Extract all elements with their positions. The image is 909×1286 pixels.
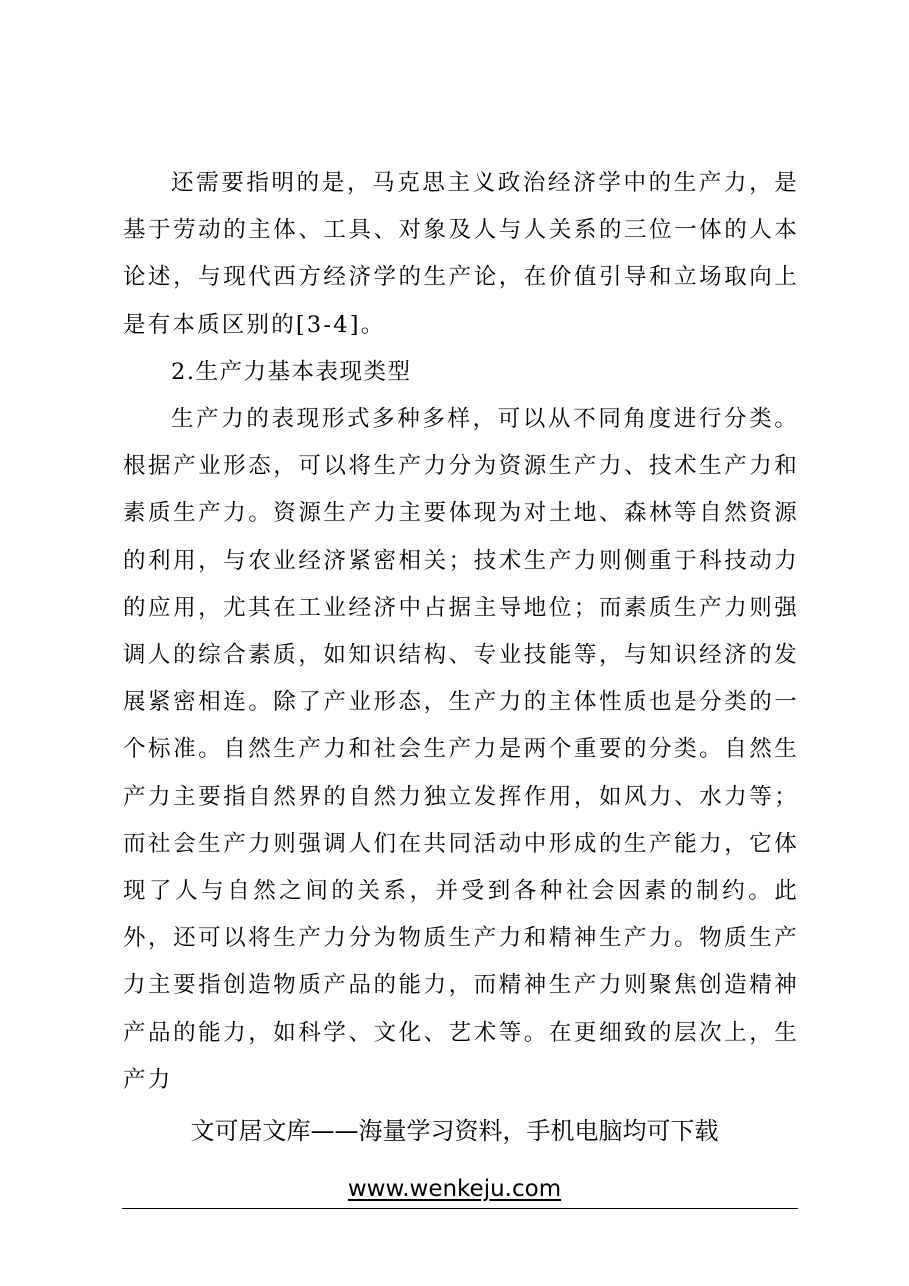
document-body [123, 160, 799, 1104]
footer-title: 文可居文库——海量学习资料，手机电脑均可下载 [190, 1117, 719, 1145]
section-heading: 2.生产力基本表现类型 [171, 358, 412, 385]
footer-divider [122, 1208, 798, 1209]
paragraph-1: 还需要指明的是，马克思主义政治经济学中的生产力，是基于劳动的主体、工具、对象及人与人关系的三位一体的人本论述，与现代西方经济学的生产论，在价值引导和立场取向上是有本质区别的[3-4]。 [123, 170, 799, 338]
footer-url-link[interactable]: www.wenkeju.com [347, 1176, 562, 1202]
paragraph-2: 生产力的表现形式多种多样，可以从不同角度进行分类。根据产业形态，可以将生产力分为资源生产力、技术生产力和素质生产力。资源生产力主要体现为对土地、森林等自然资源的利用，与农业经济紧密相关；技术生产力则侧重于科技动力的应用，尤其在工业经济中占据主导地位；而素质生产力则强调人的综合素质，如知识结构、专业技能等，与知识经济的发展紧密相连。除了产业形态，生产力的主体性质也是分类的一个标准。自然生产力和社会生产力是两个重要的分类。自然生产力主要指自然界的自然力独立发挥作用，如风力、水力等；而社会生产力则强调人们在共同活动中形成的生产能力，它体现了人与自然之间的关系，并受到各种社会因素的制约。此外，还可以将生产力分为物质生产力和精神生产力。物质生产力主要指创造物质产品的能力，而精神生产力则聚焦创造精神产品的能力，如科学、文化、艺术等。在更细致的层次上，生产力 [123, 406, 799, 1093]
